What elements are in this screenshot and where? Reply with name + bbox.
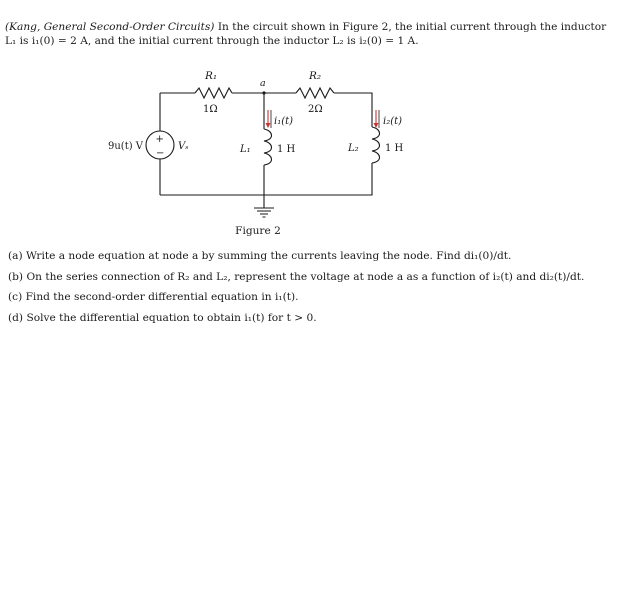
l1-label: L₁	[240, 144, 251, 155]
inductor-l2	[372, 127, 380, 163]
question-item	[8, 250, 620, 264]
wire-right-bottom	[160, 163, 372, 195]
node-a-dot	[262, 91, 265, 94]
resistor-r1	[195, 88, 232, 98]
r1-label: R₁	[205, 70, 218, 82]
inductor-l1	[264, 129, 272, 165]
l2-label: L₂	[348, 143, 359, 154]
source-plus-sign: +	[155, 134, 164, 145]
i2-label: i₂(t)	[383, 116, 403, 127]
wire-top-right	[334, 93, 372, 127]
problem-statement	[5, 21, 617, 48]
i2-arrow-head	[374, 123, 379, 128]
node-a-label: a	[260, 78, 266, 89]
l2-value: 1 H	[385, 143, 404, 154]
question-text: Find the second-order differential equation in i₁(t).	[25, 291, 299, 303]
ground-symbol	[254, 208, 274, 217]
question-label: (d)	[8, 311, 24, 324]
question-item	[8, 271, 620, 285]
source-minus-sign: −	[156, 148, 165, 159]
question-label: (a)	[8, 250, 23, 262]
voltage-source	[146, 131, 174, 159]
question-list	[8, 250, 620, 332]
question-label: (b)	[8, 270, 24, 283]
question-label: (c)	[8, 291, 23, 303]
resistor-r2	[296, 88, 334, 98]
i1-label: i₁(t)	[274, 116, 294, 127]
r2-value: 2Ω	[308, 104, 323, 115]
source-value-label: 9u(t) V	[108, 141, 144, 152]
question-item	[8, 312, 620, 326]
problem-tag: (Kang, General Second-Order Circuits)	[5, 21, 215, 33]
i1-arrow-head	[266, 123, 271, 128]
source-name-label: Vₛ	[178, 141, 189, 152]
r2-label: R₂	[309, 70, 322, 82]
problem-text: In the circuit shown in Figure 2, the initial current through the inductor L₁ is i₁(0) = 2 A, and the initial current through the inductor L₂ is i₂(0) = 1 A.	[5, 21, 607, 47]
question-text: Solve the differential equation to obtain i₁(t) for t > 0.	[26, 311, 317, 324]
l1-value: 1 H	[277, 144, 296, 155]
r1-value: 1Ω	[203, 104, 218, 115]
question-text: Write a node equation at node a by summing the currents leaving the node. Find di₁(0)/dt.	[25, 250, 512, 262]
figure-caption: Figure 2	[235, 225, 281, 237]
question-item	[8, 291, 620, 305]
question-text: On the series connection of R₂ and L₂, represent the voltage at node a as a function of i₂(t) and di₂(t)/dt.	[26, 270, 585, 283]
